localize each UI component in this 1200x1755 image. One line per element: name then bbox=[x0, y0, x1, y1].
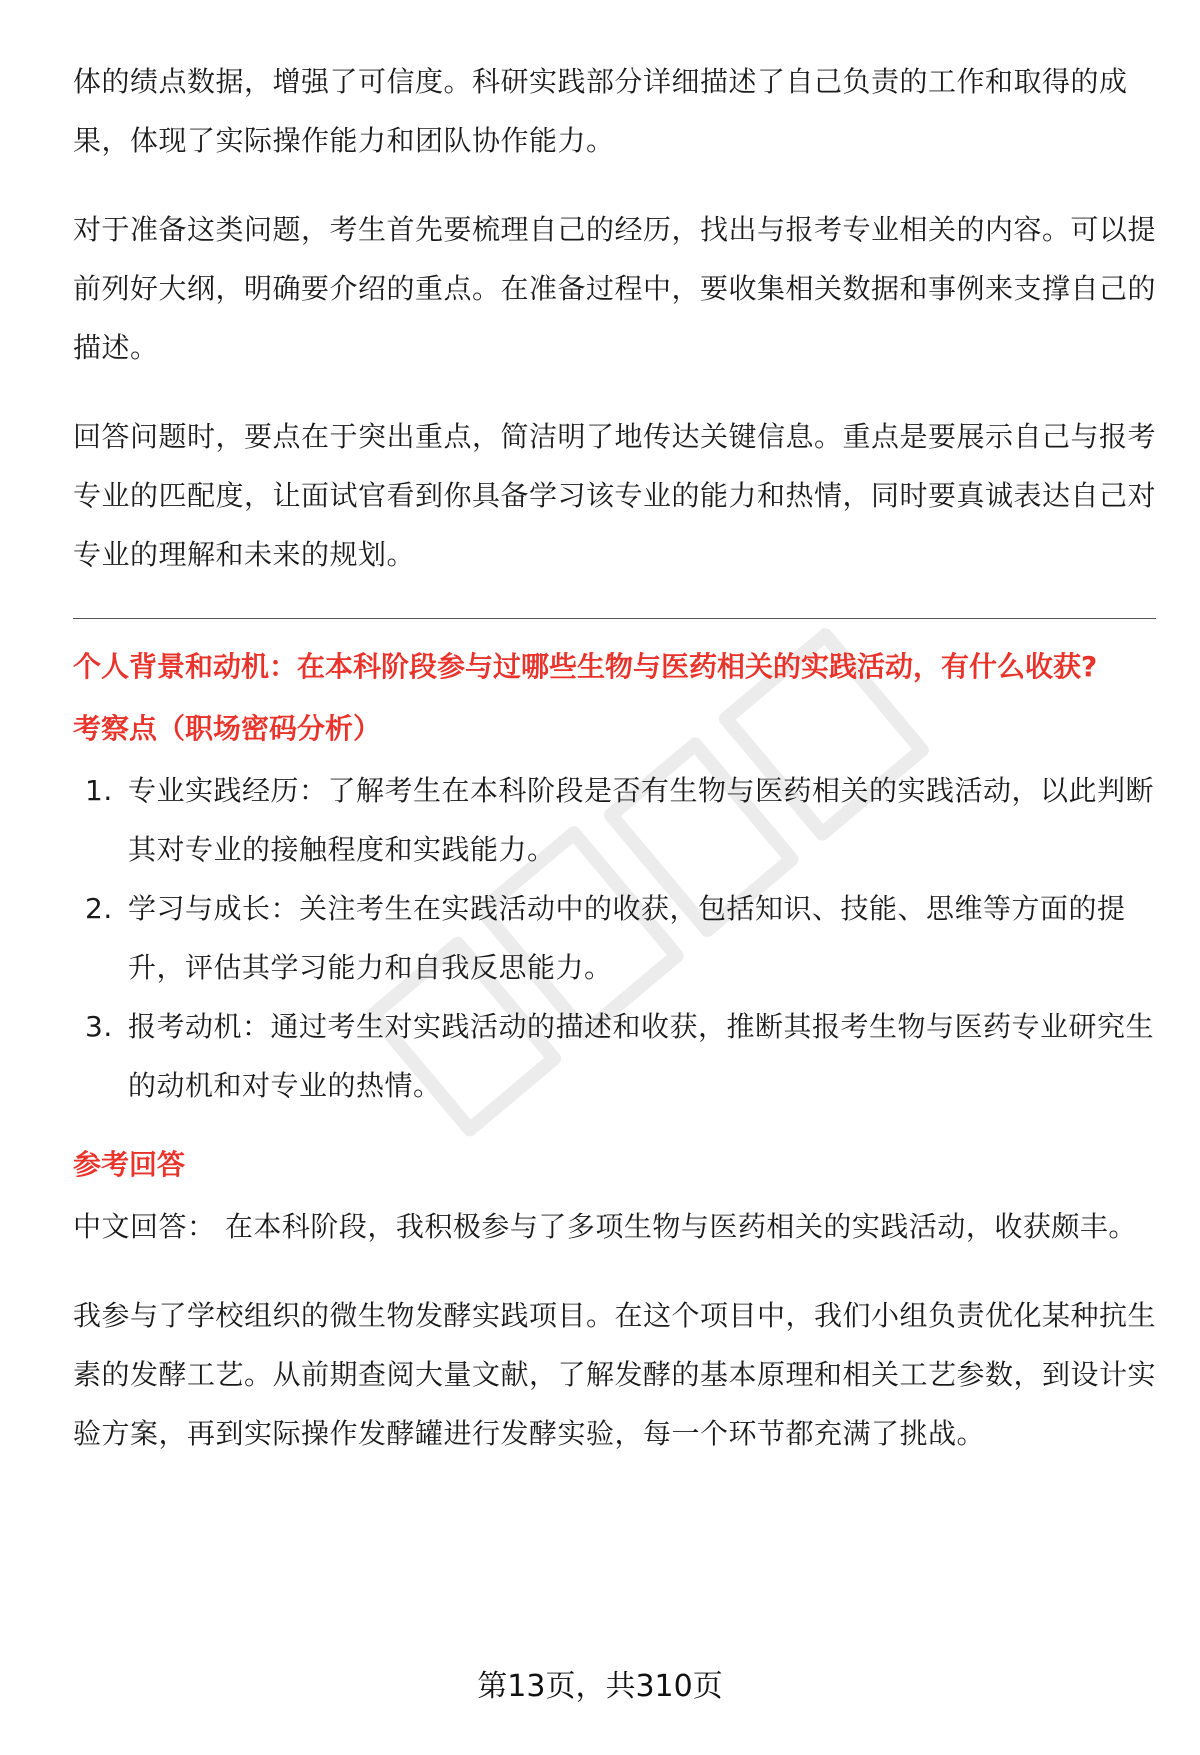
paragraph-intro-1: 体的绩点数据，增强了可信度。科研实践部分详细描述了自己负责的工作和取得的成果，体现了实际操作能力和团队协作能力。 bbox=[73, 65, 1128, 157]
list-item-number: 1. bbox=[85, 774, 113, 807]
list-item-number: 2. bbox=[85, 892, 113, 925]
list-item bbox=[73, 997, 1156, 1115]
list-item-text: 报考动机：通过考生对实践活动的描述和收获，推断其报考生物与医药专业研究生的动机和对专业的热情。 bbox=[128, 1010, 1155, 1102]
reference-paragraph-2: 我参与了学校组织的微生物发酵实践项目。在这个项目中，我们小组负责优化某种抗生素的发酵工艺。从前期查阅大量文献，了解发酵的基本原理和相关工艺参数，到设计实验方案，再到实际操作发酵罐进行发酵实验，每一个环节都充满了挑战。 bbox=[73, 1299, 1157, 1450]
list-item-text: 学习与成长：关注考生在实践活动中的收获，包括知识、技能、思维等方面的提升，评估其学习能力和自我反思能力。 bbox=[128, 892, 1126, 984]
question-title: 个人背景和动机：在本科阶段参与过哪些生物与医药相关的实践活动，有什么收获? bbox=[73, 650, 1098, 683]
analysis-heading: 考察点（职场密码分析） bbox=[73, 712, 382, 745]
analysis-list bbox=[73, 761, 1156, 1115]
paragraph-intro-3: 回答问题时，要点在于突出重点，简洁明了地传达关键信息。重点是要展示自己与报考专业的匹配度，让面试官看到你具备学习该专业的能力和热情，同时要真诚表达自己对专业的理解和未来的规划。 bbox=[73, 420, 1157, 571]
main-content bbox=[73, 52, 1156, 1463]
reference-paragraph-1: 中文回答： 在本科阶段，我积极参与了多项生物与医药相关的实践活动，收获颇丰。 bbox=[73, 1210, 1137, 1243]
list-item-text: 专业实践经历：了解考生在本科阶段是否有生物与医药相关的实践活动，以此判断其对专业的接触程度和实践能力。 bbox=[128, 774, 1155, 866]
page-number: 第13页，共310页 bbox=[477, 1669, 723, 1704]
section-divider bbox=[73, 618, 1156, 619]
paragraph-intro-2: 对于准备这类问题，考生首先要梳理自己的经历，找出与报考专业相关的内容。可以提前列好大纲，明确要介绍的重点。在准备过程中，要收集相关数据和事例来支撑自己的描述。 bbox=[73, 213, 1157, 364]
list-item bbox=[73, 879, 1156, 997]
list-item bbox=[73, 761, 1156, 879]
list-item-number: 3. bbox=[85, 1010, 113, 1043]
reference-heading: 参考回答 bbox=[73, 1148, 186, 1181]
